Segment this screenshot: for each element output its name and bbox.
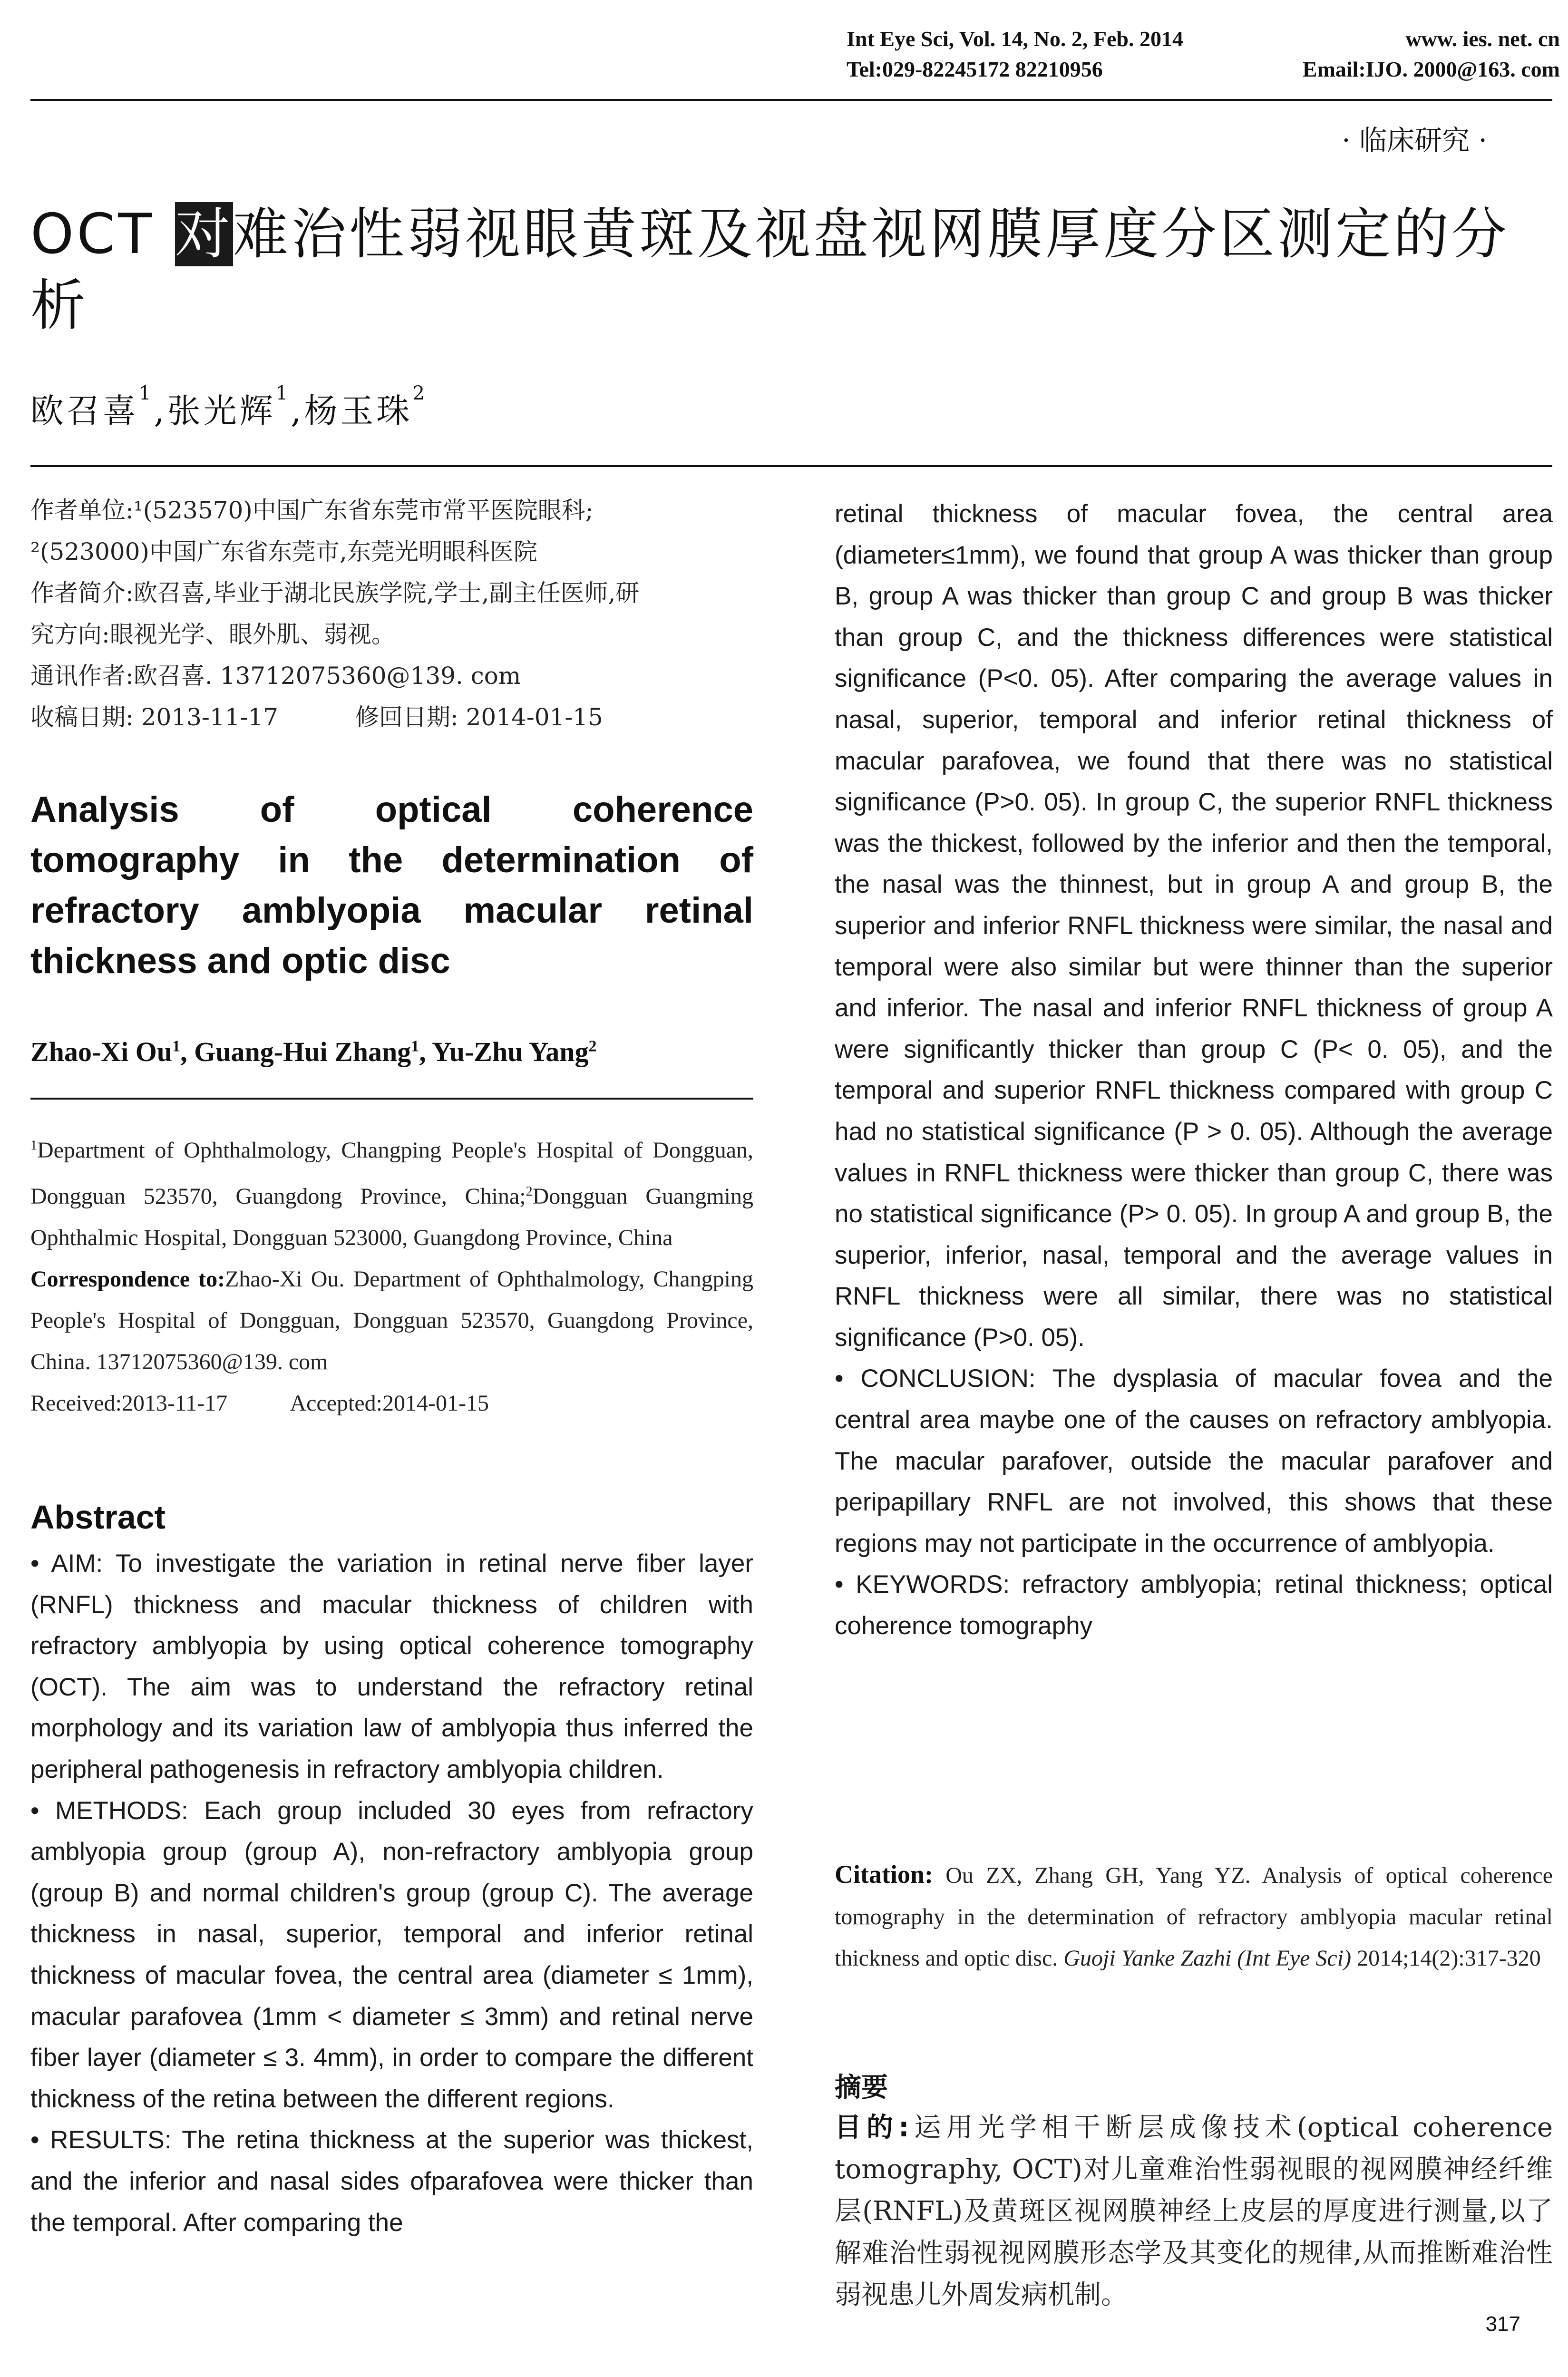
authors-cn: 欧召喜$^1$,张光辉$^1$,杨玉珠$^2$ bbox=[30, 382, 428, 430]
header-rule bbox=[30, 99, 1552, 101]
affiliation-list: $^1$Department of Ophthalmology, Changping People's Hospital of Dongguan, Dongguan 523570, Guangdong Province, China;$^2$Dongguan Guangming Ophthalmic Hospital, Dongguan 523000, Guangdong Province, China bbox=[30, 1138, 753, 1250]
revised-date-cn: 修回日期: 2014-01-15 bbox=[355, 703, 603, 731]
affiliation-rule bbox=[30, 1098, 753, 1100]
correspondence-text: Zhao-Xi Ou. Department of Ophthalmology, Changping People's Hospital of Dongguan, Dongguan 523570, Guangdong Province, China. 13712075360@139. com bbox=[30, 1266, 753, 1374]
author-unit-line2: ²(523000)中国广东省东莞市,东莞光明眼科医院 bbox=[30, 538, 537, 565]
journal-phone: Tel:029-82245172 82210956 bbox=[847, 57, 1103, 81]
citation-text: Ou ZX, Zhang GH, Yang YZ. Analysis of optical coherence tomography in the determination of refractory amblyopia macular retinal thickness and optic disc. bbox=[835, 1863, 1553, 1971]
authors-en: Zhao-Xi Ou$^1$, Guang-Hui Zhang$^1$, Yu-Zhu Yang$^2$ bbox=[30, 1036, 597, 1067]
author-en: Zhao-Xi Ou bbox=[30, 1036, 173, 1067]
page-title bbox=[30, 199, 1552, 341]
title-rest: 难治性弱视眼黄斑及视盘视网膜厚度分区测定的分析 bbox=[30, 202, 1510, 338]
author-bio-line1: 作者简介:欧召喜,毕业于湖北民族学院,学士,副主任医师,研 bbox=[30, 579, 640, 607]
journal-website[interactable]: www. ies. net. cn bbox=[1405, 27, 1560, 51]
correspondence bbox=[30, 1258, 753, 1383]
author-info-cn bbox=[30, 490, 753, 738]
citation-journal: Guoji Yanke Zazhi (Int Eye Sci) bbox=[1063, 1946, 1352, 1971]
abstract-conclusion: • CONCLUSION: The dysplasia of macular fovea and the central area maybe one of the causes on refractory amblyopia. The macular parafover, outside the macular parafover and peripapillary RNFL are not involved, this shows that these regions may not participate in the occurrence of amblyopia. bbox=[835, 1364, 1553, 1558]
abstract-right-body bbox=[835, 494, 1553, 1647]
abstract-results-start: • RESULTS: The retina thickness at the superior was thickest, and the inferior and nasal sides ofparafovea were thicker than the temporal. After comparing the bbox=[30, 2126, 753, 2237]
author-cn: 欧召喜 bbox=[30, 391, 139, 430]
cn-abstract-heading: 摘要 bbox=[835, 2072, 888, 2103]
english-title: Analysis of optical coherence tomography in the determination of refractory amblyopia macular retinal thickness and optic disc bbox=[30, 789, 753, 981]
author-en: Guang-Hui Zhang bbox=[194, 1036, 411, 1067]
correspondence-label: Correspondence to: bbox=[30, 1266, 225, 1292]
journal-email[interactable]: Email:IJO. 2000@163. com bbox=[1302, 57, 1560, 81]
journal-header bbox=[847, 24, 1560, 85]
accepted-date-en: Accepted:2014-01-15 bbox=[290, 1391, 489, 1416]
section-label: · 临床研究 · bbox=[1342, 124, 1487, 156]
cn-aim-text: 运用光学相干断层成像技术(optical coherence tomography, OCT)对儿童难治性弱视眼的视网膜神经纤维层(RNFL)及黄斑区视网膜神经上皮层的厚度进行测量,以了解难治性弱视视网膜形态学及其变化的规律,从而推断难治性弱视患儿外周发病机制。 bbox=[835, 2112, 1553, 2310]
affiliation-2: Dongguan Guangming Ophthalmic Hospital, Dongguan 523000, Guangdong Province, China bbox=[30, 1184, 753, 1250]
received-date-en: Received:2013-11-17 bbox=[30, 1391, 228, 1416]
citation bbox=[835, 1854, 1553, 1979]
abstract-left-body bbox=[30, 1543, 753, 2243]
received-date-cn: 收稿日期: 2013-11-17 bbox=[30, 703, 279, 731]
abstract-heading: Abstract bbox=[30, 1499, 166, 1536]
author-bio-line2: 究方向:眼视光学、眼外肌、弱视。 bbox=[30, 621, 395, 648]
abstract-keywords: • KEYWORDS: refractory amblyopia; retinal thickness; optical coherence tomography bbox=[835, 1570, 1553, 1640]
abstract-results-continued: retinal thickness of macular fovea, the central area (diameter≤1mm), we found that group A was thicker than group B, group A was thicker than group C and group B was thicker than group C, and the thickness differences were statistical significance (P<0. 05). After comparing the average values in nasal, superior, temporal and inferior retinal thickness of macular parafovea, we found that there was no statistical significance (P>0. 05). In group C, the superior RNFL thickness was the thickest, followed by the inferior and then the temporal, the nasal was the thinnest, but in group A and group B, the superior and inferior RNFL thickness were similar, the nasal and temporal were also similar but were thinner than the superior and inferior. The nasal and inferior RNFL thickness of group A were significantly thicker than group C (P< 0. 05), and the temporal and superior RNFL thickness compared with group C had no statistical significance (P > 0. 05). Although the average values in RNFL thickness were thicker than group C, there was no statistical significance (P> 0. 05). In group A and group B, the superior, inferior, nasal, temporal and the average values in RNFL thickness were all similar, there was no statistical significance (P>0. 05). bbox=[835, 500, 1553, 1352]
corresponding-author-cn: 通讯作者:欧召喜. 13712075360@139. com bbox=[30, 662, 521, 690]
cn-aim-label: 目的: bbox=[835, 2112, 909, 2143]
page-number: 317 bbox=[1485, 2312, 1520, 2336]
abstract-methods: • METHODS: Each group included 30 eyes from refractory amblyopia group (group A), non-refractory amblyopia group (group B) and normal children's group (group C). The average thickness in nasal, superior, temporal and inferior retinal thickness of macular fovea, the central area (diameter ≤ 1mm), macular parafovea (1mm < diameter ≤ 3mm) and retinal nerve fiber layer (diameter ≤ 3. 4mm), in order to compare the different thickness of the retina between the different regions. bbox=[30, 1796, 753, 2113]
affiliation-1: Department of Ophthalmology, Changping People's Hospital of Dongguan, Dongguan 523570, Guangdong Province, China; bbox=[30, 1138, 753, 1209]
citation-volume: 2014;14(2):317-320 bbox=[1357, 1946, 1541, 1971]
abstract-aim: • AIM: To investigate the variation in retinal nerve fiber layer (RNFL) thickness and macular thickness of children with refractory amblyopia by using optical coherence tomography (OCT). The aim was to understand the refractory retinal morphology and its variation law of amblyopia thus inferred the peripheral pathogenesis in refractory amblyopia children. bbox=[30, 1549, 753, 1783]
citation-label: Citation: bbox=[835, 1860, 933, 1889]
title-prefix: OCT bbox=[30, 202, 175, 266]
cn-abstract-body bbox=[835, 2107, 1553, 2316]
journal-citation-line: Int Eye Sci, Vol. 14, No. 2, Feb. 2014 bbox=[847, 27, 1183, 51]
affiliations bbox=[30, 1125, 753, 1424]
author-en: Yu-Zhu Yang bbox=[432, 1036, 589, 1067]
title-highlight: 对 bbox=[175, 202, 234, 266]
author-cn: 张光辉 bbox=[167, 391, 276, 430]
author-cn: 杨玉珠 bbox=[304, 391, 413, 430]
dates-en bbox=[30, 1383, 753, 1424]
author-unit-line1: 作者单位:¹(523570)中国广东省东莞市常平医院眼科; bbox=[30, 497, 594, 524]
dates-cn bbox=[30, 697, 753, 738]
authors-rule bbox=[30, 465, 1552, 467]
